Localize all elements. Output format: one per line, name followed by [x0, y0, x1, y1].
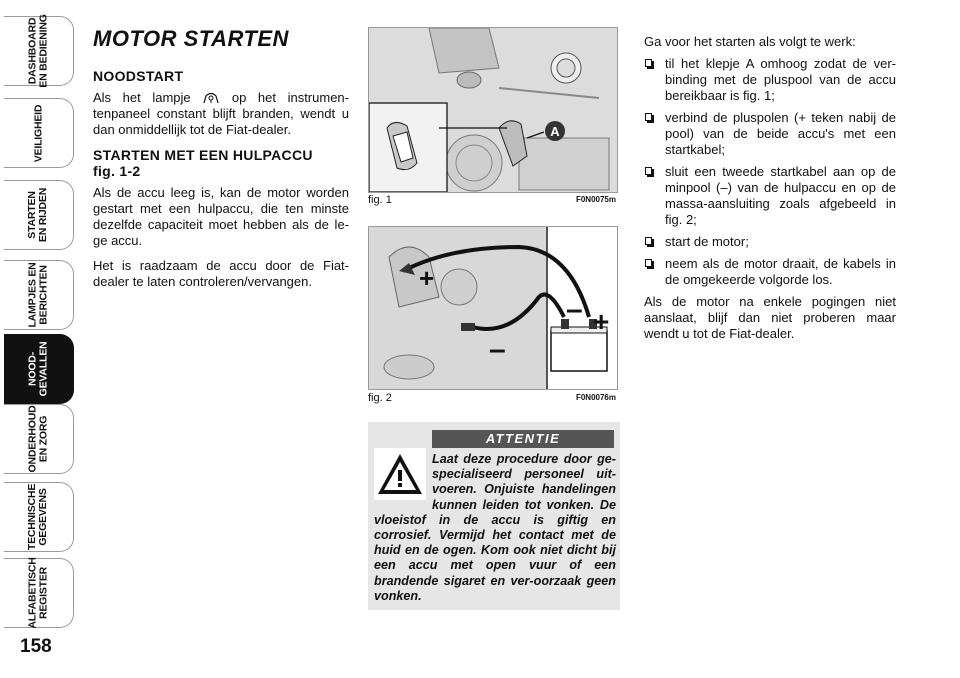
tab-onderhoud[interactable]: [4, 404, 74, 474]
checkbox-bullet-icon: [645, 113, 652, 121]
figure-2-caption: [368, 392, 616, 404]
checkbox-bullet-icon: [645, 259, 652, 267]
hulpaccu-heading: [93, 147, 349, 179]
warning-banner: ATTENTIE: [432, 430, 614, 448]
warning-box: [368, 422, 620, 610]
plus-sign-left: +: [419, 263, 435, 293]
warning-text: Laat deze procedure door ge-specialiseerd personeel uit-voeren. Onjuiste handelingen kunnen leiden tot vonken. De vloeistof in de accu is giftig en corrosief. Vermijd het contact met de huid en de ogen. Kom ook niet dicht bij een accu met open vuur of een brandende sigaret en ver-oorzaak geen vonken.: [374, 452, 616, 603]
noodstart-text-after: op het instrumen-tenpaneel constant blijft branden, wendt u dan onmiddellijk tot de Fiat-dealer.: [93, 90, 349, 137]
step-text: sluit een tweede startkabel aan op de minpool (–) van de hulpaccu en op de massa-aansluiting zoals afgebeeld in fig. 2;: [665, 164, 896, 227]
minus-sign-right: –: [566, 293, 583, 326]
noodstart-text-before: Als het lampje: [93, 90, 191, 105]
minus-sign-left: –: [489, 333, 506, 366]
noodstart-heading: NOODSTART: [93, 68, 184, 84]
list-item: [644, 234, 896, 250]
step-text: til het klepje A omhoog zodat de ver-binding met de pluspool van de accu bereikbaar is fig. 1;: [665, 56, 896, 103]
figure-1: [368, 27, 618, 193]
tab-dashboard[interactable]: [4, 16, 74, 86]
steps-intro: Ga voor het starten als volgt te werk:: [644, 34, 856, 49]
tab-label: LAMPJES EN BERICHTEN: [26, 262, 50, 328]
engine-bay-illustration: [369, 28, 617, 192]
figure-1-label: fig. 1: [368, 194, 392, 206]
list-item: [644, 256, 896, 288]
tab-label: VEILIGHEID: [31, 104, 44, 162]
tab-label: STARTEN EN RIJDEN: [26, 187, 50, 243]
jump-start-illustration: [369, 227, 617, 389]
noodstart-text: [93, 90, 349, 138]
checkbox-bullet-icon: [645, 167, 652, 175]
tab-starten[interactable]: [4, 180, 74, 250]
step-text: neem als de motor draait, de kabels in de omgekeerde volgorde los.: [665, 256, 896, 287]
steps-list: [644, 56, 896, 288]
tab-veiligheid[interactable]: [4, 98, 74, 168]
step-text: verbind de pluspolen (+ teken nabij de pool) van de beide accu's met een startkabel;: [665, 110, 896, 157]
list-item: [644, 110, 896, 158]
tab-register[interactable]: [4, 558, 74, 628]
figure-2: [368, 226, 618, 390]
page-title: MOTOR STARTEN: [93, 26, 289, 51]
left-column: [93, 26, 349, 299]
immobilizer-key-icon: [202, 90, 220, 104]
tab-label: TECHNISCHE GEGEVENS: [26, 483, 50, 551]
tab-label: DASHBOARD EN BEDIENING: [26, 14, 50, 88]
warning-text-block: [374, 452, 616, 604]
tab-technische[interactable]: [4, 482, 74, 552]
hulpaccu-figref: fig. 1-2: [93, 163, 141, 179]
figure-2-code: F0N0076m: [575, 393, 616, 402]
step-text: start de motor;: [665, 234, 749, 249]
callout-a: A: [550, 124, 560, 139]
hulpaccu-para2: Het is raadzaam de accu door de Fiat-dealer te laten controleren/vervangen.: [93, 258, 349, 289]
figure-2-label: fig. 2: [368, 392, 392, 404]
tab-lampjes[interactable]: [4, 260, 74, 330]
figure-1-code: F0N0075m: [575, 195, 616, 204]
tab-label: ONDERHOUD EN ZORG: [26, 405, 50, 473]
tab-label: NOOD- GEVALLEN: [26, 341, 50, 397]
steps-outro: Als de motor na enkele pogingen niet aanslaat, blijf dan niet proberen maar wendt u tot de Fiat-dealer.: [644, 294, 896, 341]
checkbox-bullet-icon: [645, 237, 652, 245]
hulpaccu-title: STARTEN MET EEN HULPACCU: [93, 147, 313, 163]
checkbox-bullet-icon: [645, 59, 652, 67]
tab-noodgevallen[interactable]: [4, 334, 74, 404]
figure-1-caption: [368, 194, 616, 206]
warning-triangle-icon: [374, 448, 426, 500]
list-item: [644, 164, 896, 228]
hulpaccu-para1: Als de accu leeg is, kan de motor worden gestart met een hulpaccu, die ten minste dezelfde capaciteit moet hebben als de le-ge accu.: [93, 185, 349, 248]
page-number: 158: [20, 636, 52, 657]
right-column: [644, 34, 896, 351]
list-item: [644, 56, 896, 104]
tab-label: ALFABETISCH REGISTER: [26, 557, 50, 629]
plus-sign-right: +: [593, 306, 610, 337]
